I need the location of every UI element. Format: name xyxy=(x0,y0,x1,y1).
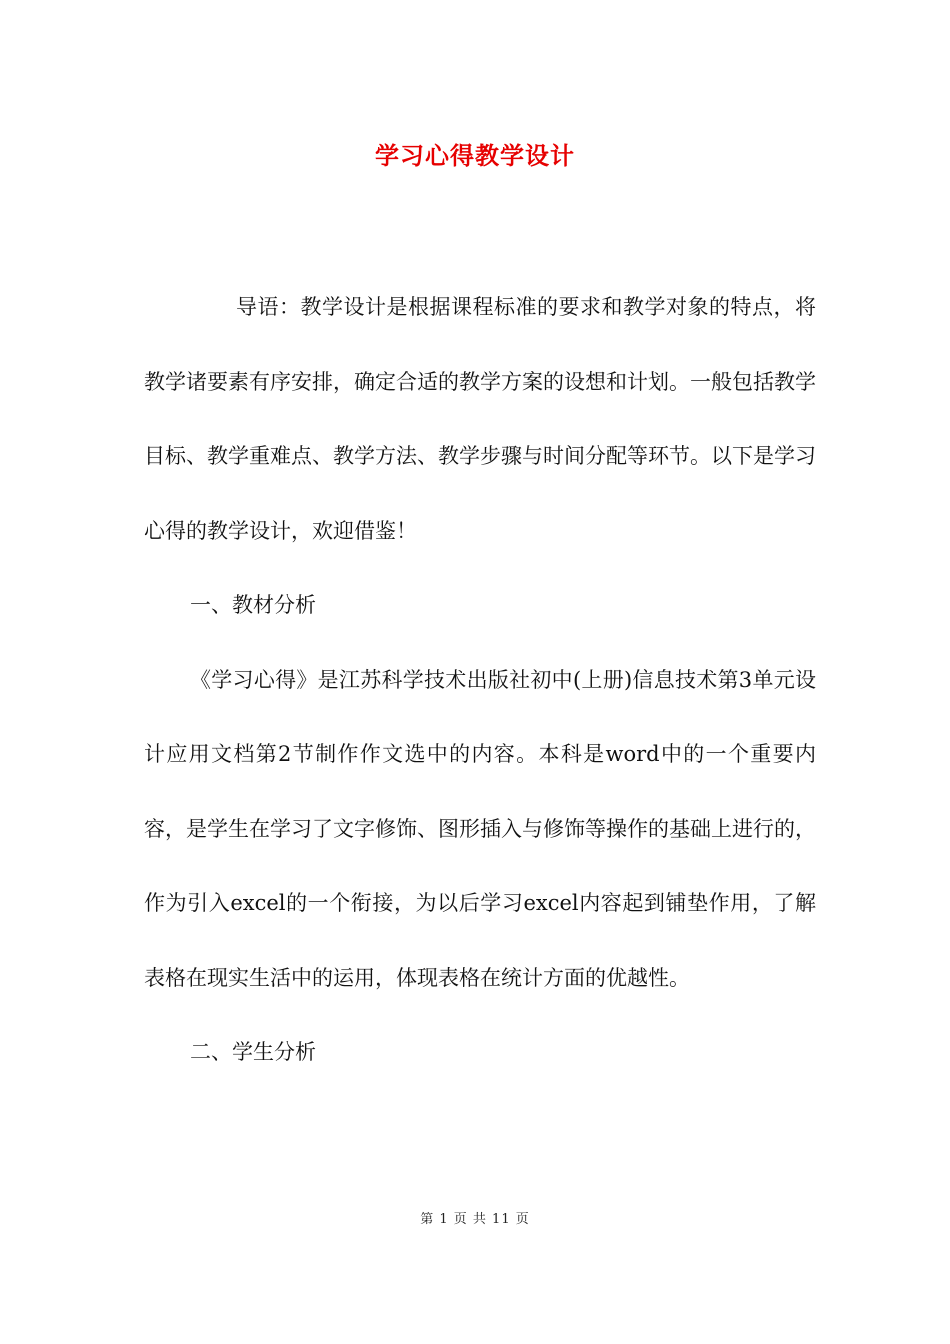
textbook-analysis-paragraph: 《学习心得》是江苏科学技术出版社初中(上册)信息技术第3单元设计应用文档第2节制作作文选中的内容。本科是word中的一个重要内容，是学生在学习了文字修饰、图形插入与修饰等操作的基础上进行的，作为引入excel的一个衔接，为以后学习excel内容起到铺垫作用，了解表格在现实生活中的运用，体现表格在统计方面的优越性。 xyxy=(144,667,816,990)
page-footer: 第 1 页 共 11 页 xyxy=(420,1212,530,1227)
section-heading-student-analysis: 二、学生分析 xyxy=(190,1040,316,1064)
document-body xyxy=(144,270,816,1090)
section-heading-textbook-analysis: 一、教材分析 xyxy=(190,593,316,617)
document-title: 学习心得教学设计 xyxy=(375,141,575,170)
intro-paragraph: 导语：教学设计是根据课程标准的要求和教学对象的特点，将教学诸要素有序安排，确定合适的教学方案的设想和计划。一般包括教学目标、教学重难点、教学方法、教学步骤与时间分配等环节。以下是学习心得的教学设计，欢迎借鉴！ xyxy=(144,295,816,543)
